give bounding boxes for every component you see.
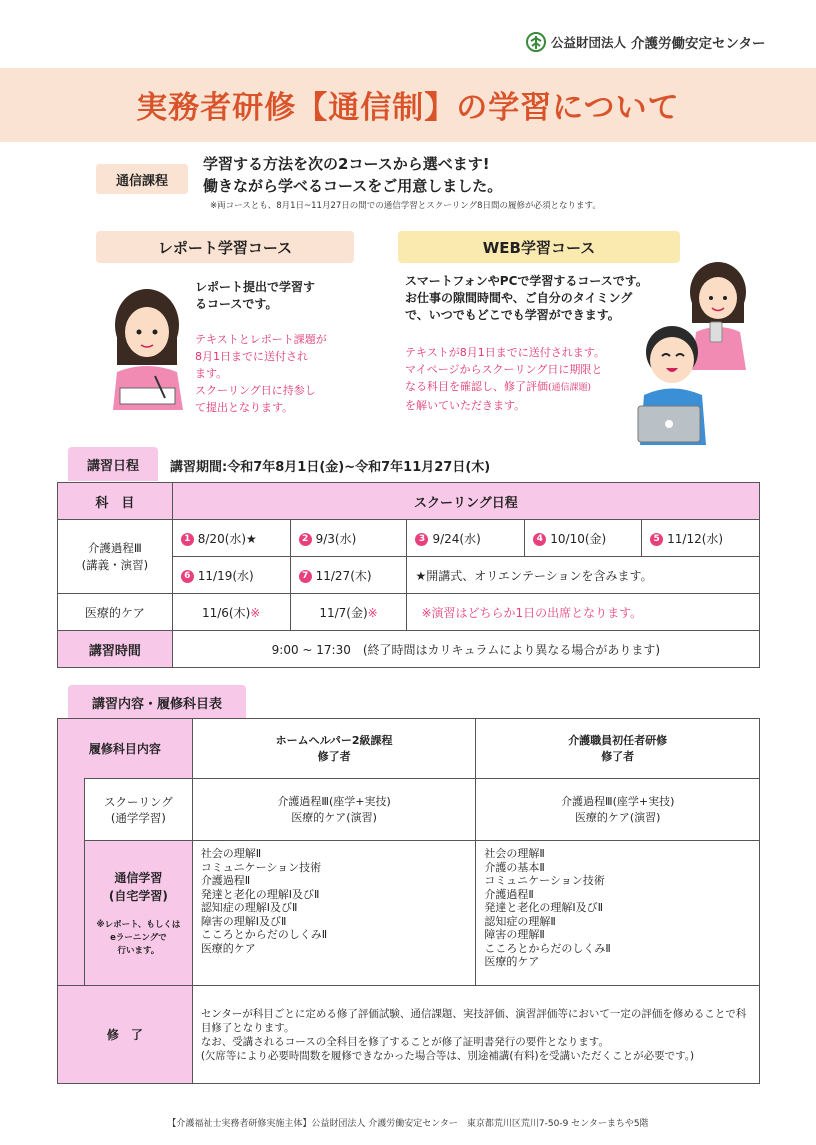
list-item: こころとからだのしくみⅡ [200, 928, 328, 941]
org-logo-icon [526, 32, 546, 52]
self-study-line-2: (自宅学習) [108, 888, 168, 903]
curriculum-schooling-row [58, 779, 760, 841]
number-badge-7: 7 [299, 570, 312, 583]
list-item: 社会の理解Ⅱ [484, 847, 545, 860]
schedule-tag: 講習日程 [68, 447, 158, 481]
date-7-text: 11/27(木) [315, 568, 372, 583]
medical-mark-2: ※ [367, 605, 378, 620]
medical-date-2 [290, 594, 407, 631]
completion-line-3: (欠席等により必要時間数を履修できなかった場合等は、別途補講(有料)を受講いただくことが必要です。) [200, 1049, 695, 1062]
subject-kaigo-sub: (講義・演習) [81, 557, 149, 572]
self-study-note-3: 行います。 [117, 945, 160, 956]
number-badge-1: 1 [181, 533, 194, 546]
web-pink-line-4: を解いていただきます。 [405, 399, 526, 412]
number-badge-4: 4 [533, 533, 546, 546]
self-study-note-2: eラーニングで [110, 932, 167, 943]
schooling-a-line-1: 介護過程Ⅲ(座学+実技) [277, 794, 391, 808]
time-value: 9:00 ~ 17:30 (終了時間はカリキュラムにより異なる場合があります) [172, 631, 759, 668]
people-smartphone-pc-illustration-icon [636, 260, 756, 445]
web-desc-line-2: お仕事の隙間時間や、ご自分のタイミング [405, 291, 633, 305]
completion-line-1: センターが科目ごとに定める修了評価試験、通信課題、実技評価、演習評価等において一定の評価を修めることで科目修了となります。 [200, 1007, 747, 1034]
list-item: 障害の理解Ⅱ [484, 928, 545, 941]
date-5-text: 11/12(水) [667, 531, 724, 546]
pink-side-bar [58, 779, 85, 986]
schedule-period: 講習期間:令和7年8月1日(金)~令和7年11月27日(木) [170, 460, 491, 475]
schedule-row-medical [58, 594, 760, 631]
woman-writing-illustration-icon [105, 280, 190, 410]
web-pink-line-1: テキストが8月1日までに送付されます。 [405, 346, 605, 359]
report-desc-line-1: レポート提出で学習す [195, 280, 316, 294]
schedule-row-kaigo [58, 520, 760, 557]
time-label: 講習時間 [58, 631, 173, 668]
web-course-heading: WEB学習コース [398, 231, 680, 263]
self-study-initial-list [476, 841, 760, 986]
schedule-header-row [58, 483, 760, 520]
curriculum-table [57, 718, 760, 1084]
intro-line-2: 働きながら学べるコースをご用意しました。 [203, 177, 503, 195]
col-subject: 科 目 [58, 483, 173, 520]
date-6-text: 11/19(水) [197, 568, 254, 583]
report-pink-line-1: テキストとレポート課題が [195, 333, 327, 346]
col-homehelper-line-1: ホームヘルパー2級課程 [275, 733, 393, 747]
web-pink-line-3 [405, 378, 605, 397]
web-pink-line-2: マイページからスクーリング日に期限と [405, 363, 603, 376]
self-study-label [84, 841, 192, 986]
schooling-homehelper [192, 779, 476, 841]
intro-line-1: 学習する方法を次の2コースから選べます! [203, 155, 490, 173]
date-2-text: 9/3(水) [315, 531, 357, 546]
list-item: 認知症の理解Ⅱ [484, 914, 556, 928]
completion-text [192, 986, 759, 1084]
web-course-desc [405, 273, 648, 324]
web-course-pink-note [405, 344, 605, 414]
curriculum-completion-row [58, 986, 760, 1084]
col-initial-line-2: 修了者 [601, 749, 635, 763]
self-study-note-1: ※レポート、もしくは [96, 919, 181, 930]
web-pink-line-3-main: なる科目を確認し、修了評価 [405, 380, 548, 393]
web-pink-line-3-small: (通信課題) [548, 383, 592, 393]
date-2 [290, 520, 407, 557]
curriculum-self-study-row [58, 841, 760, 986]
correspondence-tag: 通信課程 [96, 164, 188, 194]
report-pink-line-2: 8月1日までに送付され [195, 350, 308, 363]
completion-line-2: なお、受講されるコースの全科目を修了することが修了証明書発行の要件となります。 [200, 1035, 609, 1048]
subject-kaigo [58, 520, 173, 594]
self-study-line-1: 通信学習 [114, 870, 163, 885]
list-item: 発達と老化の理解Ⅰ及びⅡ [200, 887, 320, 901]
org-logo [526, 32, 765, 52]
org-name: 介護労働安定センター [631, 36, 766, 52]
schooling-b-line-1: 介護過程Ⅲ(座学+実技) [561, 794, 675, 808]
schedule-table [57, 482, 760, 668]
number-badge-6: 6 [181, 570, 194, 583]
col-initial-training [476, 719, 760, 779]
medical-date-1-text: 11/6(木) [201, 605, 251, 620]
head-label: 履修科目内容 [58, 719, 193, 779]
schooling-b-line-2: 医療的ケア(演習) [574, 810, 661, 824]
list-item: 医療的ケア [200, 941, 256, 955]
date-3 [407, 520, 525, 557]
report-desc-line-2: るコースです。 [195, 297, 278, 311]
curriculum-tag: 講習内容・履修科目表 [68, 685, 246, 719]
date-3-text: 9/24(水) [432, 531, 481, 546]
schedule-row-time [58, 631, 760, 668]
list-item: 介護の基本Ⅱ [484, 860, 545, 874]
list-item: 社会の理解Ⅱ [200, 847, 262, 860]
list-item: コミュニケーション技術 [484, 874, 605, 887]
number-badge-2: 2 [299, 533, 312, 546]
report-pink-line-4: スクーリング日に持参し [195, 384, 316, 397]
date-5 [642, 520, 760, 557]
list-item: 障害の理解Ⅰ及びⅡ [200, 914, 287, 928]
schooling-initial [476, 779, 760, 841]
report-pink-line-5: て提出となります。 [195, 401, 294, 414]
report-course-pink-note [195, 331, 327, 416]
date-7 [290, 557, 407, 594]
schooling-label-line-2: (通学学習) [110, 810, 166, 825]
footer: 【介護福祉士実務者研修実施主体】公益財団法人 介護労働安定センター 東京都荒川区荒川7-50-9 センターまちや5階 [167, 1119, 649, 1129]
report-pink-line-3: ます。 [195, 367, 228, 380]
intro-note: ※両コースとも、8月1日~11月27日の間での通信学習とスクーリング8日間の履修が必須となります。 [210, 201, 601, 211]
col-homehelper-line-2: 修了者 [317, 749, 351, 763]
opening-note: ★開講式、オリエンテーションを含みます。 [407, 557, 760, 594]
date-4 [525, 520, 642, 557]
list-item: 介護過程Ⅱ [200, 874, 251, 887]
web-desc-line-3: で、いつでもどこでも学習ができます。 [405, 308, 620, 322]
col-initial-line-1: 介護職員初任者研修 [568, 733, 668, 747]
schooling-a-line-2: 医療的ケア(演習) [291, 810, 377, 824]
date-1 [172, 520, 290, 557]
completion-label: 修 了 [58, 986, 193, 1084]
col-schooling: スクーリング日程 [172, 483, 759, 520]
intro-text [203, 153, 502, 197]
subject-kaigo-name: 介護過程Ⅲ [87, 540, 142, 555]
number-badge-3: 3 [415, 533, 428, 546]
col-homehelper [192, 719, 476, 779]
web-desc-line-1: スマートフォンやPCで学習するコースです。 [405, 274, 648, 288]
number-badge-5: 5 [650, 533, 663, 546]
date-4-text: 10/10(金) [550, 531, 607, 546]
org-prefix: 公益財団法人 [551, 35, 627, 50]
schooling-label-line-1: スクーリング [103, 794, 173, 809]
date-6 [172, 557, 290, 594]
subject-medical: 医療的ケア [58, 594, 173, 631]
date-1-text: 8/20(水)★ [197, 531, 257, 546]
list-item: コミュニケーション技術 [200, 860, 322, 874]
self-study-homehelper-list [192, 841, 476, 986]
list-item: 医療的ケア [484, 955, 540, 968]
report-course-desc [195, 279, 315, 313]
list-item: 介護過程Ⅱ [484, 887, 534, 901]
list-item: 認知症の理解Ⅰ及びⅡ [200, 901, 298, 914]
medical-date-2-text: 11/7(金) [319, 605, 368, 620]
schooling-label [84, 779, 192, 841]
page-title: 実務者研修【通信制】の学習について [136, 90, 680, 126]
list-item: こころとからだのしくみⅡ [484, 941, 611, 955]
medical-date-1 [172, 594, 290, 631]
medical-note: ※演習はどちらか1日の出席となります。 [407, 594, 760, 631]
curriculum-header-row [58, 719, 760, 779]
medical-mark-1: ※ [250, 605, 261, 620]
report-course-heading: レポート学習コース [96, 231, 354, 263]
list-item: 発達と老化の理解Ⅰ及びⅡ [484, 901, 604, 914]
